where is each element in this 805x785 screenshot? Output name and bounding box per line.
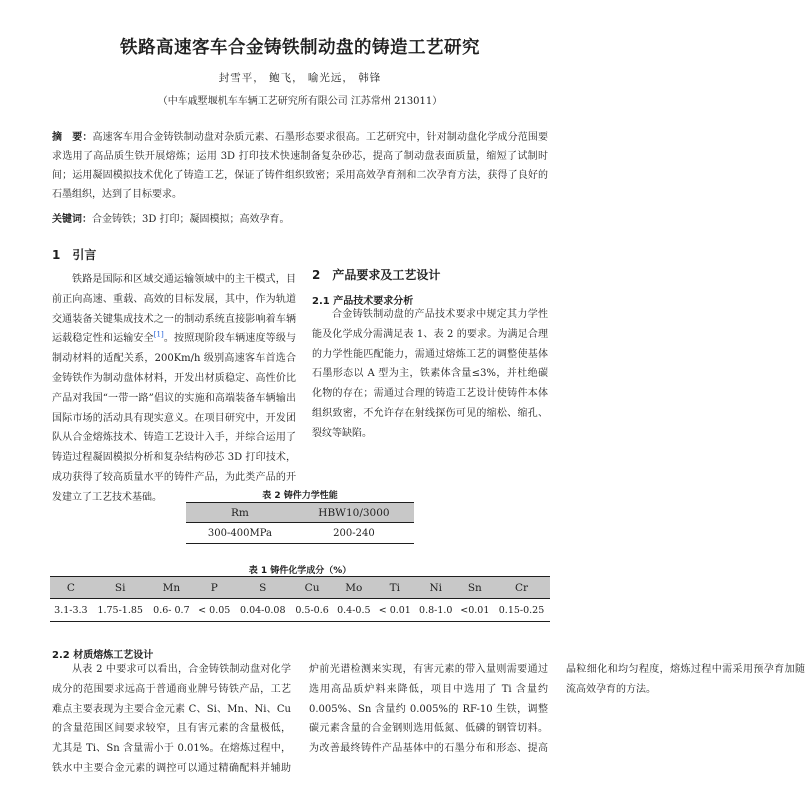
- keywords-label: 关键词：: [52, 214, 92, 225]
- table1-header: Si: [92, 577, 149, 599]
- paper-title: 铁路高速客车合金铸铁制动盘的铸造工艺研究: [120, 38, 480, 58]
- table2-header-rm: Rm: [186, 503, 294, 523]
- abstract-text: 高速客车用合金铸铁制动盘对杂质元素、石墨形态要求很高。工艺研究中，针对制动盘化学成分范围要求选用了高品质生铁开展熔炼；运用 3D 打印技术快速制备复杂砂芯，提高了制动盘表面质量，缩短了试制时间；运用凝固模拟技术优化了铸造工艺，保证了铸件组织致密；采用高效孕育剂和二次孕育方法，获得了良好的石墨组织，达到了目标要求。: [52, 132, 548, 200]
- table2-header-hbw: HBW10/3000: [294, 503, 414, 523]
- table1-header: Cu: [291, 577, 333, 599]
- table1-header: Ni: [415, 577, 457, 599]
- table1-cell: 0.8-1.0: [415, 599, 457, 622]
- author-list: 封雪平， 鲍飞， 喻光远， 韩锋: [218, 72, 382, 84]
- section2-1-heading: 2.1 产品技术要求分析: [312, 296, 414, 307]
- table1-cell: 0.5-0.6: [291, 599, 333, 622]
- table1-cell: 1.75-1.85: [92, 599, 149, 622]
- table-row: [186, 523, 414, 544]
- citation-ref[interactable]: [1]: [153, 331, 164, 340]
- section1-heading: 1 引言: [52, 248, 97, 262]
- keywords: [52, 210, 548, 229]
- table1-header: P: [194, 577, 234, 599]
- table1-cell: 3.1-3.3: [50, 599, 92, 622]
- section2-2-body: [52, 660, 805, 780]
- abstract: [52, 128, 548, 204]
- table-row: [50, 599, 550, 622]
- table1-cell: 0.4-0.5: [333, 599, 375, 622]
- table1-cell: 0.04-0.08: [234, 599, 291, 622]
- table2-cell: 200-240: [294, 523, 414, 544]
- table1-header: S: [234, 577, 291, 599]
- table1-header: Mo: [333, 577, 375, 599]
- table1-cell: < 0.05: [194, 599, 234, 622]
- section2-2-heading: 2.2 材质熔炼工艺设计: [52, 650, 154, 661]
- table1-chemical-composition: [50, 576, 550, 622]
- table1-header: Ti: [375, 577, 415, 599]
- table1-header: Cr: [493, 577, 550, 599]
- section2-1-body: [312, 305, 548, 444]
- table1-cell: 0.15-0.25: [493, 599, 550, 622]
- table2-mechanical-properties: [186, 502, 414, 544]
- abstract-label: 摘 要：: [52, 132, 93, 143]
- section1-text-b: 。按照现阶段车辆速度等级与制动材料的适配关系，200Km/h 级别高速客车首选合金铸铁作为制动盘体材料，开发出材质稳定、高性价比产品对我国“一带一路”倡议的实施和高端装备车辆输出国际市场的活动具有现实意义。在项目研究中，开发团队从合金熔炼技术、铸造工艺设计入手，并综合运用了铸造过程凝固模拟分析和复杂结构砂芯 3D 打印技术，成功获得了较高质量水平的铸件产品，为此类产品的开发建立了工艺技术基础。: [52, 333, 297, 503]
- table1-cell: 0.6- 0.7: [149, 599, 195, 622]
- keywords-text: 合金铸铁；3D 打印；凝固模拟；高效孕育。: [92, 214, 290, 225]
- table1-header: Mn: [149, 577, 195, 599]
- section1-body: [52, 270, 296, 508]
- table2-caption: 表 2 铸件力学性能: [262, 491, 338, 501]
- table1-header: C: [50, 577, 92, 599]
- section2-1-paragraph: 合金铸铁制动盘的产品技术要求中规定其力学性能及化学成分需满足表 1、表 2 的要求。为满足合理的力学性能匹配能力，需通过熔炼工艺的调整使基体石墨形态以 A 型为主，铁素体含量≤3%，并杜绝碳化物的存在；需通过合理的铸造工艺设计使铸件本体组织致密，不允许存在射线探伤可见的缩松、缩孔、裂纹等缺陷。: [312, 309, 548, 439]
- section1-paragraph: [52, 270, 296, 508]
- affiliation: （中车戚墅堰机车车辆工艺研究所有限公司 江苏常州 213011）: [157, 96, 443, 107]
- table1-cell: <0.01: [457, 599, 493, 622]
- section1-text-a: 铁路是国际和区域交通运输领域中的主干模式，目前正向高速、重载、高效的目标发展，其中，作为轨道交通装备关键集成技术之一的制动系统直接影响着车辆运载稳定性和运输安全: [52, 274, 296, 345]
- section2-2-paragraph: 从表 2 中要求可以看出，合金铸铁制动盘对化学成分的范围要求远高于普通商业牌号铸铁产品，工艺难点主要表现为主要合金元素 C、Si、Mn、Ni、Cu 的含量范围区间要求较窄，且有害元素的含量极低，尤其是 Ti、Sn 含量需小于 0.01%。在熔炼过程中，铁水中主要合金元素的调控可以通过精确配料并辅助炉前光谱检测来实现，有害元素的带入量则需要通过选用高品质炉料来降低，项目中选用了 Ti 含量约 0.005%、Sn 含量约 0.005%的 RF-10 生铁，调整碳元素含量的合金钢则选用低氮、低磷的钢管切料。为改善最终铸件产品基体中的石墨分布和形态、提高晶粒细化和均匀程度，熔炼过程中需采用预孕育加随流高效孕育的方法。: [52, 664, 805, 774]
- section2-heading: 2 产品要求及工艺设计: [312, 268, 441, 282]
- table1-caption: 表 1 铸件化学成分（%）: [248, 566, 352, 576]
- table1-header: Sn: [457, 577, 493, 599]
- table1-cell: < 0.01: [375, 599, 415, 622]
- table2-cell: 300-400MPa: [186, 523, 294, 544]
